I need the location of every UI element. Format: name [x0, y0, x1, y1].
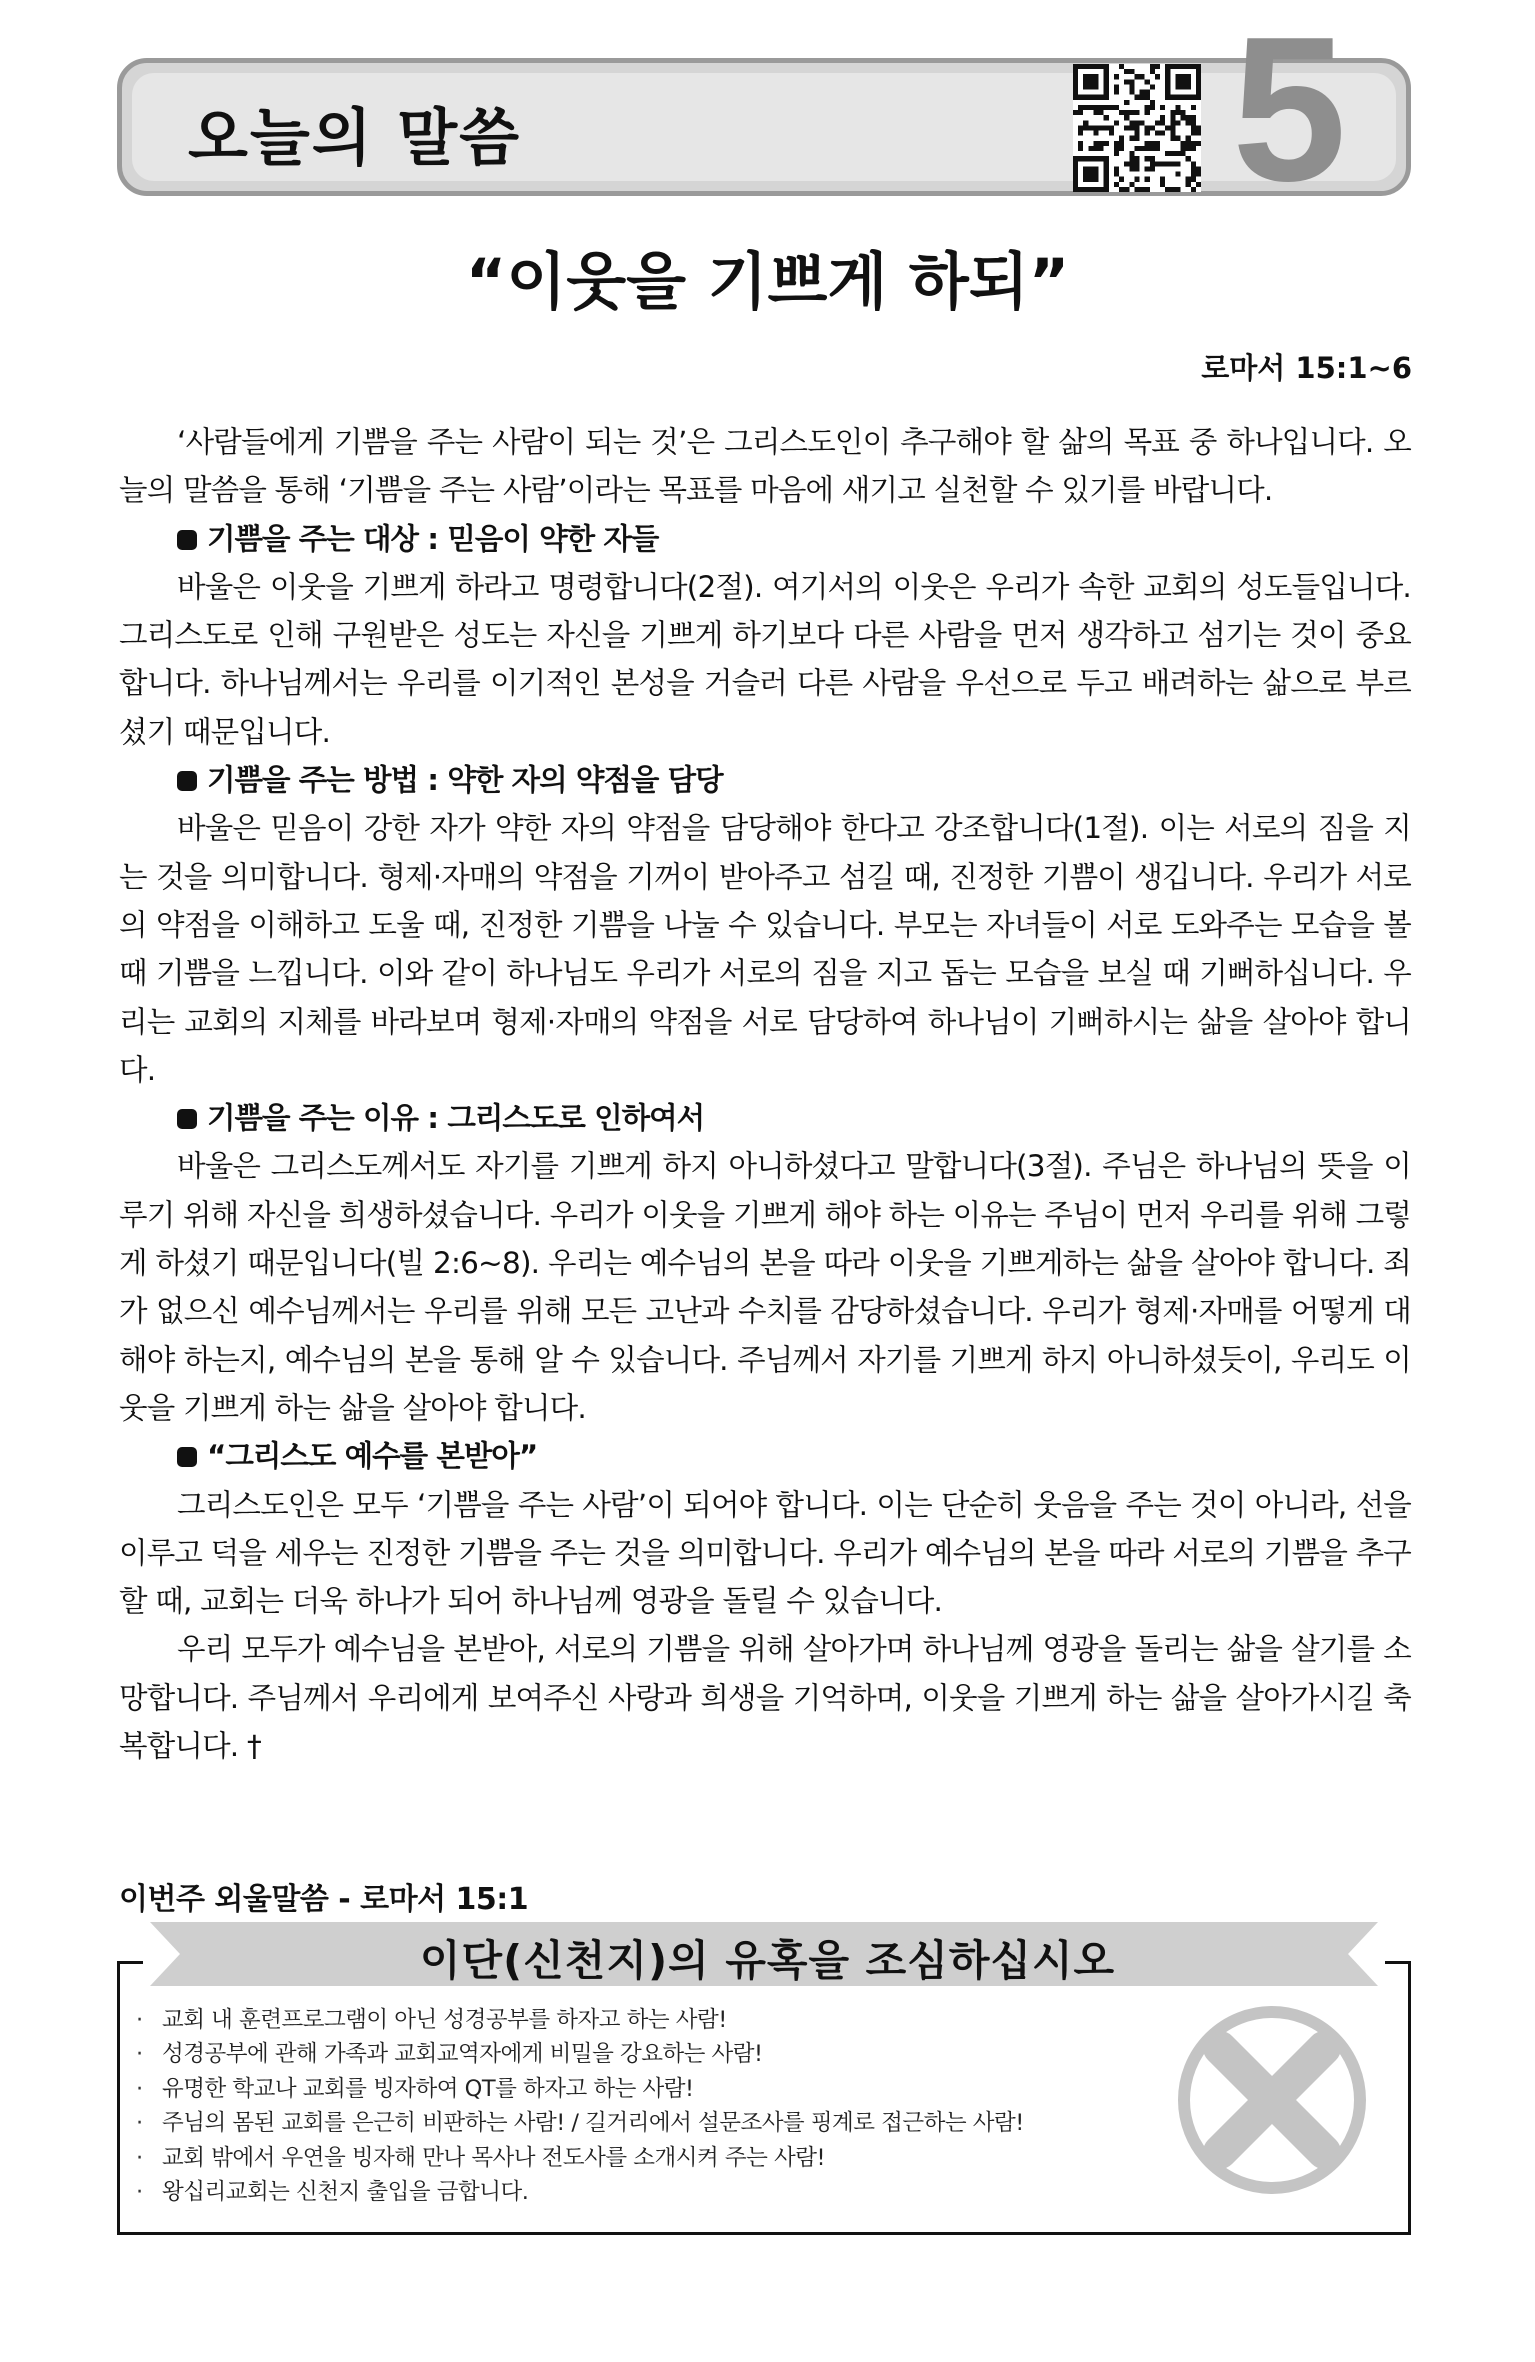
square-bullet-icon [177, 1447, 197, 1467]
square-bullet-icon [177, 1109, 197, 1129]
section-heading: 기쁨을 주는 방법 : 약한 자의 약점을 담당 [119, 756, 1411, 804]
section-paragraph: 바울은 이웃을 기쁘게 하라고 명령합니다(2절). 여기서의 이웃은 우리가 속한 교회의 성도들입니다. 그리스도로 인해 구원받은 성도는 자신을 기쁘게 하기보다 다른 사람을 먼저 생각하고 섬기는 것이 중요합니다. 하나님께서는 우리를 이기적인 본성을 거슬러 다른 사람을 우선으로 두고 배려하는 삶으로 부르셨기 때문입니다. [119, 569, 1411, 749]
x-circle-icon [1175, 2003, 1369, 2197]
warning-item: · 유명한 학교나 교회를 빙자하여 QT를 하자고 하는 사람! [136, 2072, 1024, 2106]
memory-verse: 이번주 외울말씀 - 로마서 15:1 [119, 1882, 529, 1917]
section-paragraph: 우리 모두가 예수님을 본받아, 서로의 기쁨을 위해 살아가며 하나님께 영광을 돌리는 삶을 살기를 소망합니다. 주님께서 우리에게 보여주신 사랑과 희생을 기억하며, 이웃을 기쁘게 하는 삶을 살아가시길 축복합니다. † [119, 1632, 1411, 1764]
warning-item: · 성경공부에 관해 가족과 교회교역자에게 비밀을 강요하는 사람! [136, 2037, 1024, 2071]
qr-code-icon[interactable] [1073, 64, 1201, 192]
section-paragraph: 그리스도인은 모두 ‘기쁨을 주는 사람’이 되어야 합니다. 이는 단순히 웃음을 주는 것이 아니라, 선을 이루고 덕을 세우는 진정한 기쁨을 주는 것을 의미합니다. 우리가 예수님의 본을 따라 서로의 기쁨을 추구할 때, 교회는 더욱 하나가 되어 하나님께 영광을 돌릴 수 있습니다. [119, 1487, 1411, 1619]
page-title: 오늘의 말씀 [188, 101, 522, 174]
square-bullet-icon [177, 771, 197, 791]
section-heading: “그리스도 예수를 본받아” [119, 1432, 1411, 1480]
section-heading: 기쁨을 주는 대상 : 믿음이 약한 자들 [119, 515, 1411, 563]
section-heading: 기쁨을 주는 이유 : 그리스도로 인하여서 [119, 1094, 1411, 1142]
warning-item: · 교회 내 훈련프로그램이 아닌 성경공부를 하자고 하는 사람! [136, 2003, 1024, 2037]
intro-paragraph: ‘사람들에게 기쁨을 주는 사람이 되는 것’은 그리스도인이 추구해야 할 삶의 목표 중 하나입니다. 오늘의 말씀을 통해 ‘기쁨을 주는 사람’이라는 목표를 마음에 새기고 실천할 수 있기를 바랍니다. [119, 425, 1411, 508]
section-paragraph: 바울은 믿음이 강한 자가 약한 자의 약점을 담당해야 한다고 강조합니다(1절). 이는 서로의 짐을 지는 것을 의미합니다. 형제·자매의 약점을 기꺼이 받아주고 섬길 때, 진정한 기쁨이 생깁니다. 우리가 서로의 약점을 이해하고 도울 때, 진정한 기쁨을 나눌 수 있습니다. 부모는 자녀들이 서로 도와주는 모습을 볼 때 기쁨을 느낍니다. 이와 같이 하나님도 우리가 서로의 짐을 지고 돕는 모습을 보실 때 기뻐하십니다. 우리는 교회의 지체를 바라보며 형제·자매의 약점을 서로 담당하여 하나님이 기뻐하시는 삶을 살아야 합니다. [119, 811, 1411, 1087]
warning-item: · 왕십리교회는 신천지 출입을 금합니다. [136, 2175, 1024, 2209]
warning-item: · 교회 밖에서 우연을 빙자해 만나 목사나 전도사를 소개시켜 주는 사람! [136, 2141, 1024, 2175]
sermon-title: “이웃을 기쁘게 하되” [465, 245, 1070, 318]
warning-title: 이단(신천지)의 유혹을 조심하십시오 [419, 1936, 1116, 1985]
scripture-reference: 로마서 15:1~6 [1201, 351, 1412, 385]
issue-number: 5 [1232, 0, 1347, 224]
section-paragraph: 바울은 그리스도께서도 자기를 기쁘게 하지 아니하셨다고 말합니다(3절). 주님은 하나님의 뜻을 이루기 위해 자신을 희생하셨습니다. 우리가 이웃을 기쁘게 해야 하는 이유는 주님이 먼저 우리를 위해 그렇게 하셨기 때문입니다(빌 2:6~8). 우리는 예수님의 본을 따라 이웃을 기쁘게하는 삶을 살아야 합니다. 죄가 없으신 예수님께서는 우리를 위해 모든 고난과 수치를 감당하셨습니다. 우리가 형제·자매를 어떻게 대해야 하는지, 예수님의 본을 통해 알 수 있습니다. 주님께서 자기를 기쁘게 하지 아니하셨듯이, 우리도 이웃을 기쁘게 하는 삶을 살아야 합니다. [119, 1149, 1411, 1425]
warning-list [136, 2003, 1024, 2209]
warning-item: · 주님의 몸된 교회를 은근히 비판하는 사람! / 길거리에서 설문조사를 핑계로 접근하는 사람! [136, 2106, 1024, 2140]
sermon-body [119, 418, 1411, 1770]
square-bullet-icon [177, 530, 197, 550]
